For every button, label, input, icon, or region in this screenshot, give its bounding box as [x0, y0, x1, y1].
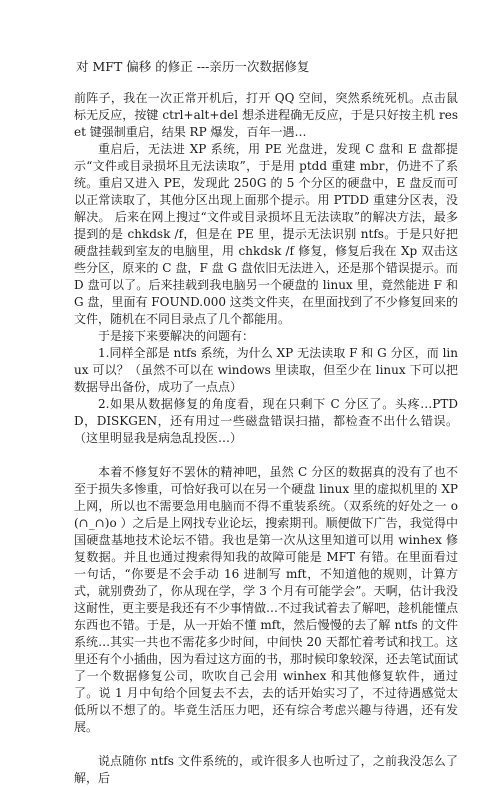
document-title: 对 MFT 偏移 的修正 ---亲历一次数据修复	[76, 59, 310, 74]
paragraph-problem-1: 1.同样全部是 ntfs 系统，为什么 XP 无法读取 F 和 G 分区，而 linux 可以？（虽然不可以在 windows 里读取，但至少在 linux 下可以把数据导出备份，成功了一点点）	[74, 346, 458, 394]
paragraph-research: 本着不修复好不罢休的精神吧，虽然 C 分区的数据真的没有了也不至于损失多惨重，可恰好我可以在另一个硬盘 linux 里的虚拟机里的 XP 上网，所以也不需要急用电脑而不得不重装系统。（双系统的好处之一 o(∩_∩)o ）之后是上网找专业论坛，搜索期刊。顺便做下广告，我觉得中国硬盘基地技术论坛不错。我也是第一次从这里知道可以用 winhex 修复数据。并且也通过搜索得知我的故障可能是 MFT 有错。在里面看过一句话，“你要是不会手动 16 进制写 mft，不知道他的规则，计算方式，就别费劲了，你从现在学，学 3 个月有可能学会”。天啊，估计我没这耐性，更主要是我还有不少事情做…不过我试着去了解吧，趁机能懂点东西也不错。于是，从一开始不懂 mft，然后慢慢的去了解 ntfs 的文件系统…其实一共也不需花多少时间，中间快 20 天都忙着考试和找工。这里还有个小插曲，因为看过这方面的书，那时候印象较深，还去笔试面试了一个数据修复公司，吹吹自己会用 winhex 和其他修复软件，通过了。说 1 月中旬给个回复去不去，去的话开始实习了，不过待遇感觉太低所以不想了的。毕竟生活压力吧，还有综合考虑兴趣与待遇，还有发展。	[74, 465, 459, 734]
paragraph-problem-2: 2.如果从数据修复的角度看，现在只剩下 C 分区了。头疼…PTDD，DISKGEN，还有用过一些磁盘错误扫描，都检查不出什么错误。（这里明显我是病急乱投医…）	[74, 397, 458, 445]
paragraph-intro: 前阵子，我在一次正常开机后，打开 QQ 空间，突然系统死机。点击鼠标无反应，按键 ctrl+alt+del 想杀进程确无反应，于是只好按主机 reset 键强制重启，结果 RP 爆发，百年一遇…	[74, 91, 458, 139]
paragraph-ntfs: 说点随你 ntfs 文件系统的，或许很多人也听过了，之前我没怎么了解，后	[74, 754, 458, 785]
paragraph-problems-heading: 于是接下来要解决的问题有：	[98, 329, 255, 343]
document-body	[74, 90, 458, 787]
paragraph-reboot: 重启后，无法进 XP 系统，用 PE 光盘进，发现 C 盘和 E 盘都提示“文件或目录损坏且无法读取”，于是用 ptdd 重建 mbr，仍进不了系统。重启又进入 PE，发现此 250G 的 5 个分区的硬盘中，E 盘反而可以正常读取了，其他分区出现上面那个提示。用 PTDD 重建分区表，没解决。 后来在网上搜过“文件或目录损坏且无法读取”的解决方法，最多提到的是 chkdsk /f，但是在 PE 里，提示无法识别 ntfs。于是只好把硬盘挂载到室友的电脑里，用 chkdsk /f 修复，修复后我在 Xp 双击这些分区，原来的 C 盘，F 盘 G 盘依旧无法进入，还是那个错误提示。而 D 盘可以了。后来挂载到我电脑另一个硬盘的 linux 里，竟然能进 F 和 G 盘，里面有 FOUND.000 这类文件夹，在里面找到了不少修复回来的文件，随机在不同目录点了几个都能用。	[74, 142, 458, 326]
